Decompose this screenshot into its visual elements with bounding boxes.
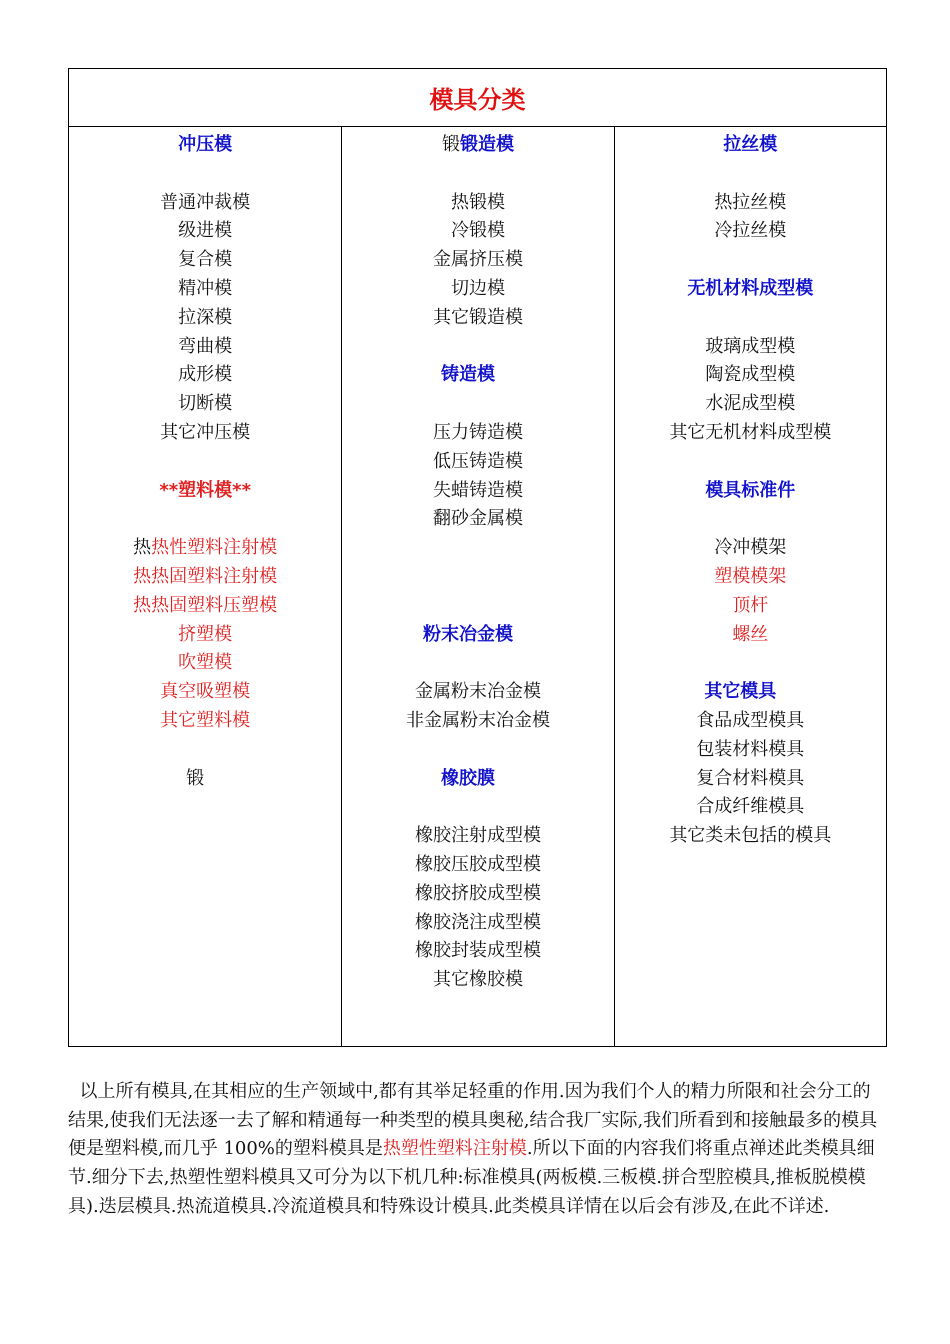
mold-type: 精冲模: [178, 278, 233, 299]
table-cell-item: [615, 221, 886, 241]
table-cell-item: [342, 941, 613, 961]
table-cell-item: [615, 135, 886, 155]
table-cell-item: [69, 682, 341, 702]
table-cell-item: [69, 365, 341, 385]
mold-type: 热性塑料注射模: [151, 537, 278, 559]
table-cell-item: [69, 711, 341, 731]
mold-type: 橡胶注射成型模: [414, 825, 541, 847]
mold-type: 其它塑料模: [160, 710, 251, 731]
mold-type: 包装材料模具: [696, 738, 805, 760]
mold-classification-table: [68, 68, 887, 1047]
table-cell-item: [615, 481, 886, 501]
table-cell-item: [615, 567, 886, 587]
mold-type: 失蜡铸造模: [432, 479, 523, 501]
mold-type: 其它冲压模: [160, 422, 251, 443]
column-forging-casting: [341, 127, 613, 1046]
table-title-row: [69, 69, 886, 127]
table-cell-item: [615, 769, 886, 789]
table-cell-item: [69, 193, 341, 213]
table-cell-item: [615, 337, 886, 357]
table-cell-item: [342, 308, 613, 328]
table-cell-item: [332, 625, 603, 645]
mold-type: 食品成型模具: [696, 710, 805, 731]
mold-type: 橡胶挤胶成型模: [414, 882, 541, 904]
mold-type: 挤塑模: [178, 623, 233, 645]
paragraph-highlight: 热塑性塑料注射模: [382, 1138, 527, 1160]
mold-type: 橡胶压胶成型模: [414, 854, 541, 875]
mold-type: 锻: [186, 767, 205, 789]
item-prefix: 锻: [441, 134, 460, 155]
table-cell-item: [342, 884, 613, 904]
table-cell-item: [69, 221, 341, 241]
mold-type: 非金属粉末冶金模: [405, 710, 550, 731]
table-cell-item: [69, 567, 341, 587]
mold-type: 吹塑模: [178, 652, 233, 674]
table-cell-item: [342, 826, 613, 846]
mold-type: 复合模: [178, 249, 233, 271]
mold-type: 翻砂金属模: [432, 508, 523, 530]
mold-type: 热热固塑料压塑模: [133, 594, 278, 616]
table-cell-item: [342, 193, 613, 213]
table-cell-item: [342, 481, 613, 501]
table-cell-item: [69, 279, 341, 299]
mold-type: 合成纤维模具: [696, 796, 805, 818]
mold-type: 切边模: [450, 278, 505, 299]
table-cell-item: [342, 509, 613, 529]
table-cell-item: [59, 769, 331, 789]
table-cell-item: [615, 394, 886, 414]
paragraph-part-1: 以上所有模具,在其相应的生产领域中,都有其举足轻重的作用.因为我们个人的精力所限和社会分工的结果,使我们无法逐一去了解和精通每一种类型的模具奥秘,结合我厂实际,我们所看到和接触最多的模具便是塑料模,而几乎 100%的塑料模具是: [68, 1081, 878, 1160]
category-heading: 铸造模: [440, 364, 495, 386]
mold-type: 橡胶浇注成型模: [414, 911, 541, 933]
category-heading: 无机材料成型模: [687, 278, 814, 299]
table-cell-item: [342, 855, 613, 875]
mold-type: 普通冲裁模: [160, 191, 251, 213]
table-cell-item: [69, 308, 341, 328]
column-wiredrawing-inorganic: [614, 127, 886, 1046]
table-columns: [69, 127, 886, 1046]
category-heading: 粉末冶金模: [422, 623, 513, 645]
mold-type: 拉深模: [178, 306, 233, 328]
table-cell-item: [615, 193, 886, 213]
column-stamping-plastic: [69, 127, 341, 1046]
table-cell-item: [615, 625, 886, 645]
table-cell-item: [69, 337, 341, 357]
mold-type: 金属挤压模: [432, 249, 523, 271]
mold-type: 其它类未包括的模具: [669, 825, 832, 847]
table-cell-item: [342, 452, 613, 472]
mold-type: 顶杆: [732, 594, 769, 616]
mold-type: 成形模: [178, 364, 233, 386]
mold-type: 金属粉末冶金模: [414, 681, 541, 703]
mold-type: 弯曲模: [178, 335, 233, 357]
category-heading: 其它模具: [704, 681, 777, 703]
mold-type: 热锻模: [450, 191, 505, 213]
mold-type: 热热固塑料注射模: [133, 566, 278, 587]
table-cell-item: [342, 970, 613, 990]
mold-type: 冷锻模: [450, 220, 505, 242]
body-paragraph: [68, 1078, 888, 1222]
mold-type: 橡胶封装成型模: [414, 940, 541, 962]
table-cell-item: [69, 625, 341, 645]
table-cell-item: [342, 250, 613, 270]
table-cell-item: [69, 481, 341, 501]
mold-type: 玻璃成型模: [705, 335, 796, 357]
table-cell-item: [342, 279, 613, 299]
mold-type: 陶瓷成型模: [705, 364, 796, 386]
mold-type: 冷冲模架: [714, 537, 787, 559]
table-cell-item: [615, 826, 886, 846]
table-cell-item: [69, 538, 341, 558]
mold-type: 真空吸塑模: [160, 681, 251, 703]
category-heading: **塑料模**: [159, 479, 251, 501]
mold-type: 压力铸造模: [432, 422, 523, 443]
table-cell-item: [615, 711, 886, 731]
table-cell-item: [342, 221, 613, 241]
category-heading: 模具标准件: [705, 479, 796, 501]
category-heading: 橡胶膜: [440, 767, 495, 789]
table-cell-item: [615, 423, 886, 443]
mold-type: 其它无机材料成型模: [669, 422, 832, 443]
table-cell-item: [615, 740, 886, 760]
category-heading: 冲压模: [178, 134, 233, 155]
table-cell-item: [69, 394, 341, 414]
mold-type: 切断模: [178, 393, 233, 415]
table-cell-item: [332, 365, 603, 385]
mold-type: 热拉丝模: [714, 191, 787, 213]
mold-type: 水泥成型模: [705, 393, 796, 415]
mold-type: 复合材料模具: [696, 767, 805, 789]
table-cell-item: [342, 682, 613, 702]
table-cell-item: [69, 135, 341, 155]
mold-type: 其它锻造模: [432, 306, 523, 328]
table-cell-item: [615, 365, 886, 385]
category-heading: 拉丝模: [723, 134, 778, 155]
paragraph-part-2: .所以下面的内容我们将重点禅述此类模具细节.细分下去,热塑性塑料模具又可分为以下机几种:标准模具(两板模.三板模.拼合型腔模具,推板脱模模具).迭层模具.热流道模具.冷流道模具和特殊设计模具.此类模具详情在以后会有涉及,在此不详述.: [68, 1138, 875, 1217]
table-cell-item: [605, 682, 876, 702]
table-cell-item: [615, 797, 886, 817]
table-cell-item: [342, 711, 613, 731]
mold-type: 塑模模架: [714, 566, 787, 587]
table-cell-item: [615, 279, 886, 299]
table-title: 模具分类: [429, 86, 526, 114]
table-cell-item: [69, 423, 341, 443]
mold-type: 冷拉丝模: [714, 220, 787, 242]
category-heading: 锻造模: [459, 134, 514, 155]
table-cell-item: [69, 250, 341, 270]
table-cell-item: [342, 423, 613, 443]
mold-type: 级进模: [178, 220, 233, 242]
table-cell-item: [332, 769, 603, 789]
item-prefix: 热: [133, 537, 152, 559]
table-cell-item: [69, 653, 341, 673]
table-cell-item: [615, 596, 886, 616]
table-cell-item: [342, 913, 613, 933]
mold-type: 低压铸造模: [432, 450, 523, 472]
table-cell-item: [69, 596, 341, 616]
mold-type: 其它橡胶模: [432, 969, 523, 991]
table-cell-item: [615, 538, 886, 558]
table-cell-item: [342, 135, 613, 155]
mold-type: 螺丝: [732, 623, 769, 645]
